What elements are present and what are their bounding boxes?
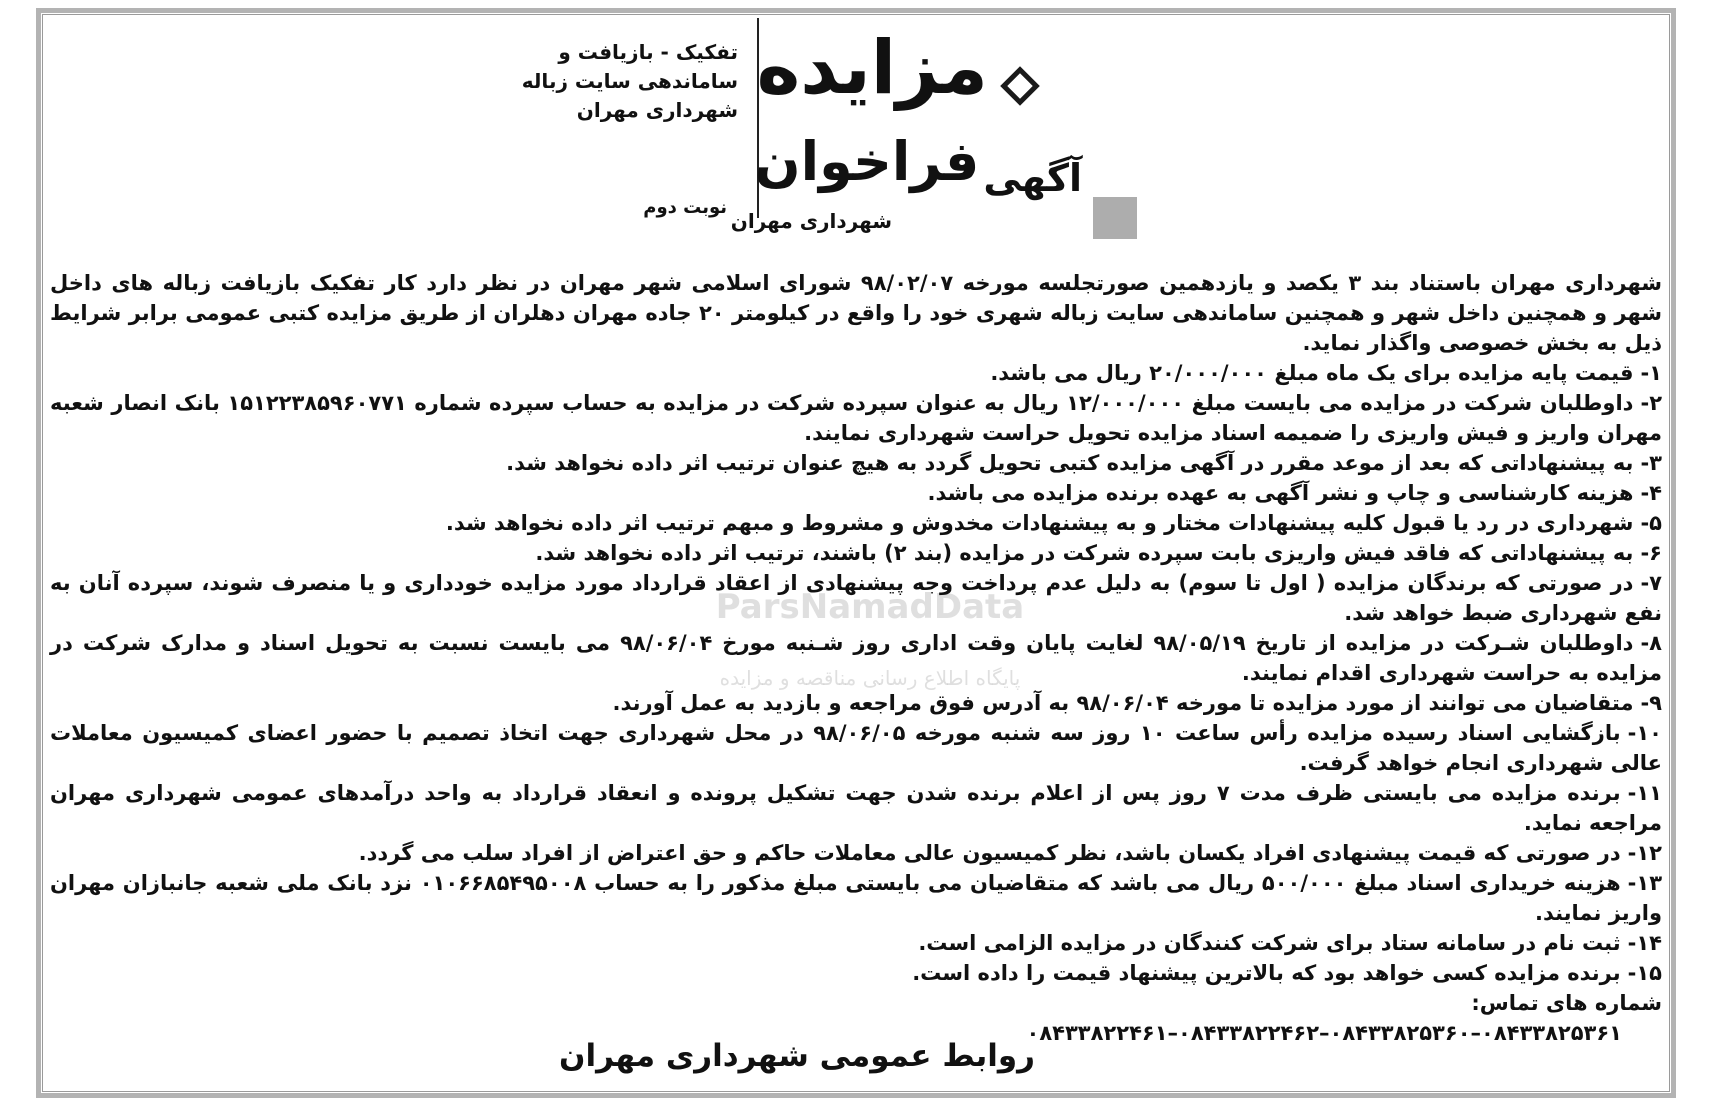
intro-paragraph: شهرداری مهران باستناد بند ۳ یکصد و یازدهمین صورتجلسه مورخه ۹۸/۰۲/۰۷ شورای اسلامی شهر مهران در نظر دارد کار تفکیک بازیافت زباله های داخل شهر و همچنین داخل شهر و همچنین ساماندهی سایت زباله شهری خود را واقع در کیلومتر ۲۰ جاده مهران دهلران از طریق مزایده کتبی عمومی برابر شرایط ذیل به بخش خصوصی واگذار نماید. — [50, 271, 1662, 355]
item-text: ثبت نام در سامانه ستاد برای شرکت کنندگان در مزایده الزامی است. — [918, 931, 1621, 955]
condition-item — [50, 358, 1662, 388]
condition-item — [50, 448, 1662, 478]
gray-square-ornament — [1093, 197, 1137, 239]
condition-item — [50, 388, 1662, 448]
item-text: به پیشنهاداتی که بعد از موعد مقرر در آگهی مزایده کتبی تحویل گردد به هیچ عنوان ترتیب اثر داده نخواهد شد. — [506, 451, 1634, 475]
call-heading — [754, 112, 1082, 202]
notice-body — [50, 268, 1662, 1048]
condition-item — [50, 928, 1662, 958]
condition-item — [50, 538, 1662, 568]
item-number: ۹- — [1640, 691, 1662, 715]
watermark-tagline: پایگاه اطلاع رسانی مناقصه و مزایده — [719, 666, 1021, 690]
item-text: برنده مزایده می بایستی ظرف مدت ۷ روز پس از اعلام برنده شدن جهت تشکیل پرونده و انعقاد قرارداد به واحد درآمدهای عمومی شهرداری مهران مراجعه نماید. — [50, 781, 1662, 835]
condition-item — [50, 628, 1662, 688]
condition-item — [50, 478, 1662, 508]
item-number: ۱۴- — [1627, 931, 1662, 955]
condition-item — [50, 838, 1662, 868]
item-number: ۸- — [1640, 631, 1662, 655]
contact-numbers — [50, 1018, 1662, 1048]
item-number: ۱۰- — [1627, 721, 1662, 745]
item-number: ۵- — [1640, 511, 1662, 535]
item-text: هزینه خریداری اسناد مبلغ ۵۰۰/۰۰۰ ریال می باشد که متقاضیان می بایستی مبلغ مذکور را به حساب ۰۱۰۶۶۸۵۴۹۵۰۰۸ نزد بانک ملی شعبه جانبازان مهران واریز نمایند. — [50, 871, 1662, 925]
item-text: متقاضیان می توانند از مورد مزایده تا مورخه ۹۸/۰۶/۰۴ به آدرس فوق مراجعه و بازدید به عمل آورند. — [612, 691, 1634, 715]
publication-round: نوبت دوم — [643, 197, 727, 218]
item-text: قیمت پایه مزایده برای یک ماه مبلغ ۲۰/۰۰۰/۰۰۰ ریال می باشد. — [990, 361, 1634, 385]
item-text: داوطلبان شرکت در مزایده می بایست مبلغ ۱۲/۰۰۰/۰۰۰ ریال به عنوان سپرده شرکت در مزایده به حساب سپرده شماره ۱۵۱۲۲۳۸۵۹۶۰۷۷۱ بانک انصار شعبه مهران واریز و فیش واریزی را ضمیمه اسناد مزایده تحویل حراست شهرداری نمایند. — [50, 391, 1662, 445]
item-text: در صورتی که برندگان مزایده ( اول تا سوم) به دلیل عدم پرداخت وجه پیشنهادی از اعقاد قرارداد مورد مزایده خودداری و یا منصرف شوند، سپرده آنان به نفع شهرداری ضبط خواهد شد. — [50, 571, 1662, 625]
item-number: ۷- — [1640, 571, 1662, 595]
item-text: برنده مزایده کسی خواهد بود که بالاترین پیشنهاد قیمت را داده است. — [912, 961, 1621, 985]
condition-item — [50, 568, 1662, 628]
item-number: ۶- — [1640, 541, 1662, 565]
item-number: ۱- — [1640, 361, 1662, 385]
item-text: در صورتی که قیمت پیشنهادی افراد یکسان باشد، نظر کمیسیون عالی معاملات حاکم و حق اعتراض از افراد سلب می گردد. — [358, 841, 1621, 865]
condition-item — [50, 778, 1662, 838]
call-heading-large: فراخوان — [754, 130, 980, 193]
item-text: هزینه کارشناسی و چاپ و نشر آگهی به عهده برنده مزایده می باشد. — [927, 481, 1634, 505]
page-title: مزایده — [756, 25, 988, 111]
item-text: بازگشایی اسناد رسیده مزایده رأس ساعت ۱۰ روز سه شنبه مورخه ۹۸/۰۶/۰۵ در محل شهرداری جهت اتخاذ تصمیم با حضور اعضای کمیسیون معاملات عالی شهرداری انجام خواهد گرفت. — [50, 721, 1662, 775]
condition-item — [50, 868, 1662, 928]
auction-subject — [522, 38, 738, 125]
item-number: ۱۵- — [1627, 961, 1662, 985]
signature: روابط عمومی شهرداری مهران — [559, 1038, 1035, 1074]
item-number: ۱۱- — [1627, 781, 1662, 805]
issuer-name: شهرداری مهران — [730, 209, 892, 233]
phone-numbers: ۰۸۴۳۳۸۲۲۴۶۱–۰۸۴۳۳۸۲۲۴۶۲–۰۸۴۳۳۸۲۵۳۶۰–۰۸۴۳۳۸۲۵۳۶۱ — [1026, 1021, 1622, 1045]
watermark-brand: ParsNamadData — [715, 587, 1025, 627]
item-number: ۱۳- — [1627, 871, 1663, 895]
item-number: ۳- — [1640, 451, 1662, 475]
item-text: شهرداری در رد یا قبول کلیه پیشنهادات مختار و به پیشنهادات مخدوش و مشروط و مبهم ترتیب اثر داده نخواهد شد. — [445, 511, 1634, 535]
subject-line: شهرداری مهران — [576, 98, 738, 122]
condition-item — [50, 688, 1662, 718]
contact-label: شماره های تماس: — [1471, 991, 1662, 1015]
call-heading-small: آگهی — [983, 156, 1082, 200]
subject-line: ساماندهی سایت زباله — [521, 69, 738, 93]
condition-item — [50, 958, 1662, 988]
condition-item — [50, 508, 1662, 538]
subject-line: تفکیک - بازیافت و — [558, 40, 738, 64]
condition-item — [50, 718, 1662, 778]
item-text: داوطلبان شـرکت در مزایده از تاریخ ۹۸/۰۵/۱۹ لغایت پایان وقت اداری روز شـنبه مورخ ۹۸/۰۶/۰۴ می بایست نسبت به تحویل اسناد و مدارک شرکت در مزایده به حراست شهرداری اقدام نمایند. — [50, 631, 1662, 685]
item-text: به پیشنهاداتی که فاقد فیش واریزی بابت سپرده شرکت در مزایده (بند ۲) باشند، ترتیب اثر داده نخواهد شد. — [535, 541, 1634, 565]
item-number: ۲- — [1640, 391, 1663, 415]
item-number: ۱۲- — [1627, 841, 1662, 865]
item-number: ۴- — [1640, 481, 1662, 505]
